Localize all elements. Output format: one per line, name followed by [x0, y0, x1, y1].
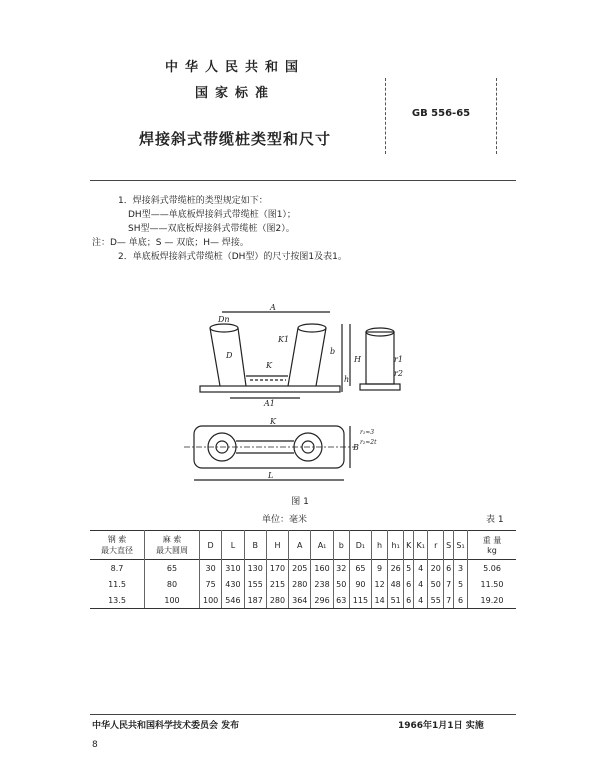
table-row — [90, 576, 516, 592]
figure-caption: 图 1 — [291, 497, 309, 507]
col-header: 钢 索 最大直径 — [101, 535, 133, 555]
table-cell: 310 — [222, 560, 244, 577]
table-cell: 6 — [404, 592, 414, 609]
label-h: h — [344, 375, 350, 384]
label-k-plan: K — [270, 417, 276, 426]
header-rule — [90, 180, 516, 181]
type-sh-line: SH型——双底板焊接斜式带缆桩（图2）。 — [128, 224, 295, 234]
col-header: B — [244, 531, 266, 560]
table-cell: 11.50 — [468, 576, 517, 592]
col-header: A₁ — [311, 531, 333, 560]
table-cell: 205 — [289, 560, 311, 577]
table-cell: 430 — [222, 576, 244, 592]
table-cell: 30 — [200, 560, 222, 577]
table-cell: 63 — [333, 592, 349, 609]
table-cell: 4 — [414, 560, 428, 577]
effective-date: 1966年1月1日 实施 — [398, 721, 484, 731]
table-cell: 238 — [311, 576, 333, 592]
table-cell: 280 — [289, 576, 311, 592]
table-cell: 364 — [289, 592, 311, 609]
label-k: K — [266, 361, 272, 370]
table-cell: 55 — [428, 592, 444, 609]
label-b-upper: B — [353, 443, 359, 452]
table-cell: 9 — [372, 560, 388, 577]
table-cell: 7 — [444, 576, 454, 592]
col-header: H — [266, 531, 288, 560]
table-label: 表 1 — [486, 515, 504, 525]
table-cell: 51 — [388, 592, 404, 609]
label-k1: K1 — [278, 335, 290, 344]
table-cell: 19.20 — [468, 592, 517, 609]
table-cell: 50 — [333, 576, 349, 592]
col-header: S — [444, 531, 454, 560]
table-cell: 4 — [414, 576, 428, 592]
table-cell: 80 — [145, 576, 200, 592]
dimension-table — [90, 530, 516, 609]
table-cell: 11.5 — [108, 579, 126, 589]
table-header-row — [90, 531, 516, 560]
col-header: A — [289, 531, 311, 560]
table-cell: 75 — [200, 576, 222, 592]
table-cell: 14 — [372, 592, 388, 609]
table-cell: 130 — [244, 560, 266, 577]
table-unit: 单位：毫米 — [262, 515, 308, 525]
table-cell: 26 — [388, 560, 404, 577]
col-header: D₁ — [349, 531, 371, 560]
col-header: K₁ — [414, 531, 428, 560]
label-d: D — [226, 351, 233, 360]
table-cell: 5 — [404, 560, 414, 577]
label-r1: r1 — [394, 355, 403, 364]
col-header: K — [404, 531, 414, 560]
table-cell: 6 — [404, 576, 414, 592]
table-cell: 115 — [349, 592, 371, 609]
col-header: S₁ — [454, 531, 468, 560]
label-a1: A1 — [264, 399, 275, 408]
table-cell: 155 — [244, 576, 266, 592]
note-line: 注：D— 单底；S — 双底；H— 焊接。 — [92, 238, 249, 248]
label-a: A — [270, 303, 276, 312]
table-cell: 8.7 — [110, 563, 124, 573]
item-2: 2．单底板焊接斜式带缆桩（DH型）的尺寸按图1及表1。 — [118, 252, 347, 262]
table-cell: 90 — [349, 576, 371, 592]
col-header: 麻 索 最大圆周 — [145, 531, 200, 560]
table-cell: 546 — [222, 592, 244, 609]
item-1: 1．焊接斜式带缆桩的类型规定如下： — [118, 196, 268, 206]
standard-code: GB 556-65 — [411, 108, 471, 119]
label-dn: Dn — [218, 315, 230, 324]
label-r2-note: r₂≈2t — [360, 439, 377, 446]
table-cell: 6 — [444, 560, 454, 577]
table-cell: 160 — [311, 560, 333, 577]
footer-rule — [90, 714, 516, 715]
table-cell: 215 — [266, 576, 288, 592]
table-cell: 3 — [454, 560, 468, 577]
table-cell: 4 — [414, 592, 428, 609]
table-row — [90, 560, 516, 577]
table-cell: 12 — [372, 576, 388, 592]
issuer: 中华人民共和国科学技术委员会 发布 — [92, 721, 240, 731]
col-header: h₁ — [388, 531, 404, 560]
col-header: D — [200, 531, 222, 560]
col-header: b — [333, 531, 349, 560]
table-row — [90, 592, 516, 609]
table-cell: 100 — [145, 592, 200, 609]
table-cell: 32 — [333, 560, 349, 577]
col-header: 重 量 kg — [468, 531, 517, 560]
country-heading: 中华人民共和国 — [164, 60, 305, 75]
table-cell: 7 — [444, 592, 454, 609]
document-title: 焊接斜式带缆桩类型和尺寸 — [138, 130, 331, 148]
table-cell: 5.06 — [468, 560, 517, 577]
standard-type-heading: 国家标准 — [194, 86, 275, 101]
table-cell: 187 — [244, 592, 266, 609]
table-cell: 20 — [428, 560, 444, 577]
table-cell: 13.5 — [90, 592, 145, 609]
col-header: h — [372, 531, 388, 560]
col-header: L — [222, 531, 244, 560]
label-r1-note: r₁≈3 — [360, 429, 375, 436]
label-l: L — [268, 471, 274, 480]
figure-1-drawing — [180, 302, 410, 492]
table-cell: 65 — [145, 560, 200, 577]
table-cell: 50 — [428, 576, 444, 592]
table-cell: 65 — [349, 560, 371, 577]
table-cell: 100 — [200, 592, 222, 609]
col-header: r — [428, 531, 444, 560]
label-r2: r2 — [394, 369, 403, 378]
table-cell: 48 — [388, 576, 404, 592]
table-cell: 5 — [454, 576, 468, 592]
table-cell: 6 — [454, 592, 468, 609]
type-dh-line: DH型——单底板焊接斜式带缆桩（图1）； — [128, 210, 296, 220]
page-number: 8 — [92, 740, 98, 750]
table-cell: 280 — [266, 592, 288, 609]
table-cell: 170 — [266, 560, 288, 577]
label-b: b — [330, 347, 336, 356]
label-h-upper: H — [354, 355, 361, 364]
table-cell: 296 — [311, 592, 333, 609]
